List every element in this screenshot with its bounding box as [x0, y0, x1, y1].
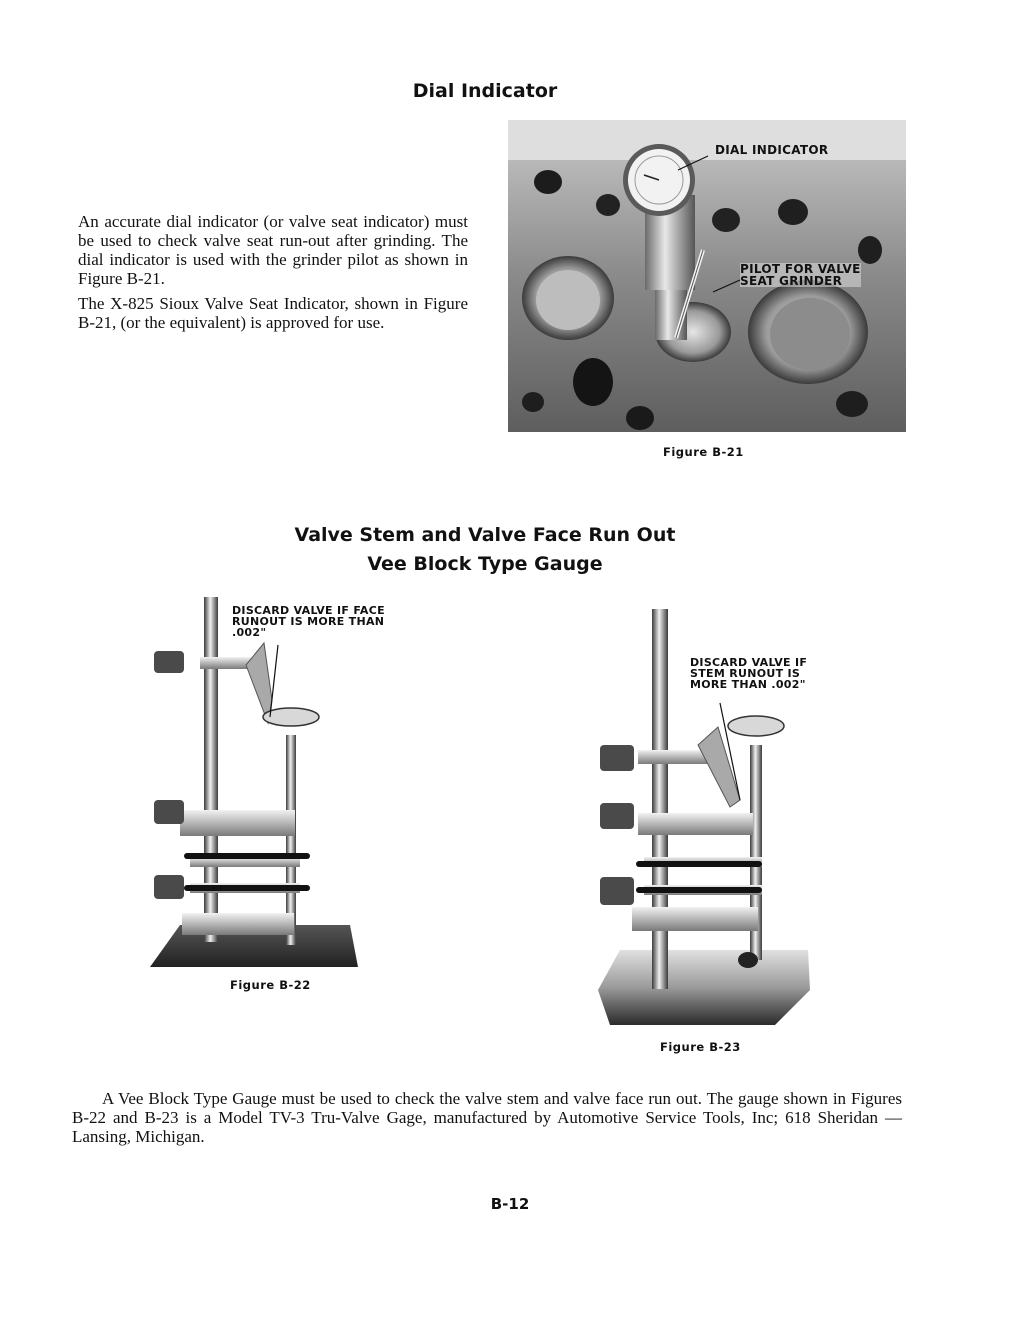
dial-indicator-text — [78, 212, 468, 332]
figure-b22-photo — [140, 595, 360, 967]
paragraph: An accurate dial indicator (or valve seat indicator) must be used to check valve seat run-out after grinding. The dial indicator is used with the grinder pilot as shown in Figure B-21. — [78, 212, 468, 288]
figure-b22-caption: Figure B-22 — [230, 978, 311, 992]
callout-discard-face-runout: DISCARD VALVE IF FACE RUNOUT IS MORE THAN .002" — [232, 604, 385, 639]
section-subtitle-vee-block: Vee Block Type Gauge — [367, 553, 603, 575]
page-number: B-12 — [490, 1195, 530, 1213]
section-title-dial-indicator: Dial Indicator — [412, 80, 558, 102]
vee-block-text: A Vee Block Type Gauge must be used to check the valve stem and valve face run out. The gauge shown in Figures B-22 and B-23 is a Model TV-3 Tru-Valve Gage, manufactured by Automotive Service Tools, Inc; 618 Sheridan — Lansing, Michigan. — [72, 1089, 902, 1146]
figure-b23-caption: Figure B-23 — [660, 1040, 741, 1054]
figure-b21-caption: Figure B-21 — [663, 445, 744, 459]
paragraph: The X-825 Sioux Valve Seat Indicator, shown in Figure B-21, (or the equivalent) is approved for use. — [78, 294, 468, 332]
callout-discard-stem-runout: DISCARD VALVE IF STEM RUNOUT IS MORE THAN .002" — [690, 656, 808, 691]
callout-pilot-valve-seat-grinder: PILOT FOR VALVE SEAT GRINDER — [740, 262, 861, 288]
section-title-run-out: Valve Stem and Valve Face Run Out — [294, 524, 676, 546]
callout-dial-indicator: DIAL INDICATOR — [715, 143, 829, 157]
